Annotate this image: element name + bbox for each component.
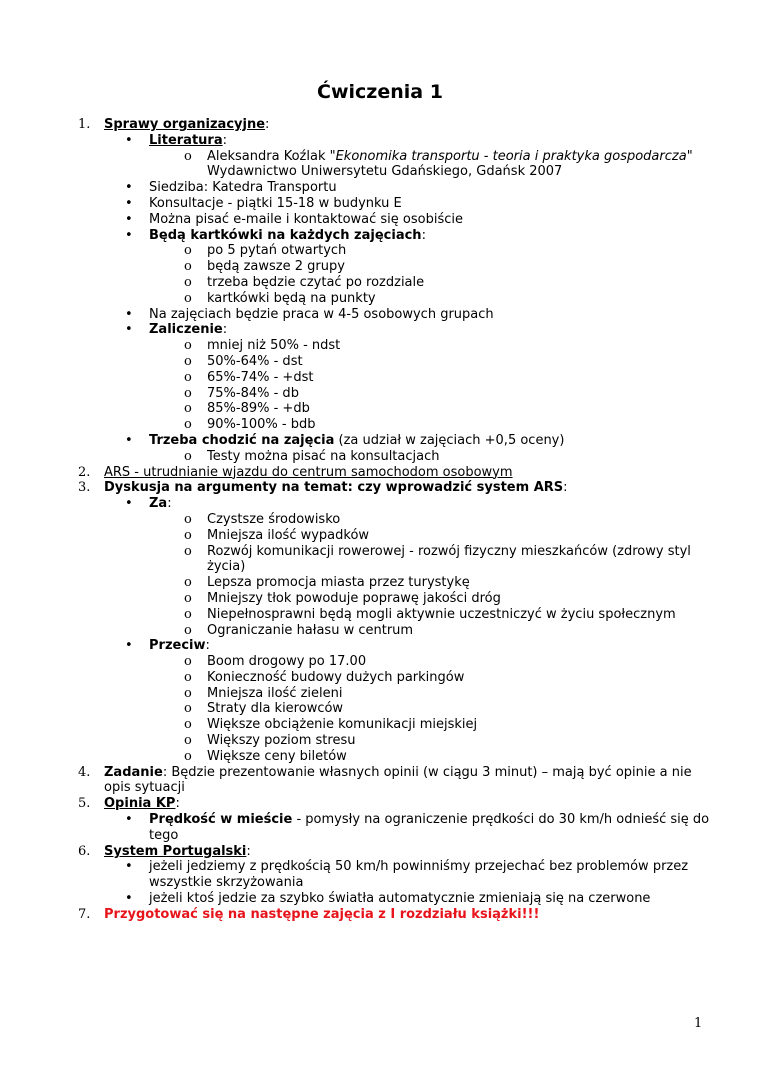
circle-bullet-icon: o — [184, 543, 192, 559]
bullet-icon: • — [125, 432, 133, 448]
circle-bullet-icon: o — [184, 353, 192, 369]
list-number: 7. — [78, 906, 91, 922]
list-item: o Większe ceny biletów — [184, 748, 347, 764]
list-item: o Testy można pisać na konsultacjach — [184, 448, 440, 464]
bullet-predkosc-wrap: tego — [149, 827, 179, 843]
list-number: 1. — [78, 117, 91, 132]
section-4-wrap: opis sytuacji — [104, 780, 185, 796]
list-item: o Straty dla kierowców — [184, 701, 344, 717]
circle-bullet-icon: o — [184, 338, 192, 354]
circle-bullet-icon: o — [184, 385, 192, 401]
list-item: o Większe obciążenie komunikacji miejskiej — [184, 717, 478, 733]
circle-bullet-icon: o — [184, 448, 192, 464]
list-item: o Mniejszy tłok powoduje poprawę jakości dróg — [184, 590, 501, 606]
heading-text: Sprawy organizacyjne — [104, 117, 266, 132]
section-2: 2. ARS - utrudnianie wjazdu do centrum samochodom osobowym — [78, 464, 513, 480]
circle-bullet-icon: o — [184, 622, 192, 638]
circle-bullet-icon: o — [184, 243, 192, 259]
bullet-kartkowki: • Będą kartkówki na każdych zajęciach: — [125, 227, 426, 243]
bullet-konsultacje: • Konsultacje - piątki 15-18 w budynku E — [125, 195, 402, 211]
circle-bullet-icon: o — [184, 259, 192, 275]
circle-bullet-icon: o — [184, 290, 192, 306]
list-number: 2. — [78, 464, 91, 480]
list-item: o Konieczność budowy dużych parkingów — [184, 669, 465, 685]
list-item: o 65%-74% - +dst — [184, 369, 314, 385]
bullet-zaliczenie: • Zaliczenie: — [125, 322, 228, 338]
circle-bullet-icon: o — [184, 669, 192, 685]
bullet-icon: • — [125, 322, 133, 338]
list-number: 6. — [78, 843, 91, 859]
circle-bullet-icon: o — [184, 527, 192, 543]
list-item: o 85%-89% - +db — [184, 401, 310, 417]
list-item: o Większy poziom stresu — [184, 733, 356, 749]
circle-bullet-icon: o — [184, 417, 192, 433]
bullet-icon: • — [125, 227, 133, 243]
circle-bullet-icon: o — [184, 748, 192, 764]
list-item-wrap: życia) — [207, 559, 246, 575]
bullet-siedziba: • Siedziba: Katedra Transportu — [125, 180, 337, 196]
circle-bullet-icon: o — [184, 701, 192, 717]
list-item: o Ograniczanie hałasu w centrum — [184, 622, 414, 638]
circle-bullet-icon: o — [184, 733, 192, 749]
bullet-portugalski-1-wrap: wszystkie skrzyżowania — [149, 875, 304, 891]
bullet-za: • Za: — [125, 496, 172, 512]
list-item: o będą zawsze 2 grupy — [184, 259, 345, 275]
bullet-icon: • — [125, 306, 133, 322]
bullet-predkosc: • Prędkość w mieście - pomysły na ograniczenie prędkości do 30 km/h odnieść się do — [125, 812, 710, 828]
bullet-icon: • — [125, 132, 133, 148]
bullet-literatura: • Literatura: — [125, 132, 227, 148]
list-item: o Rozwój komunikacji rowerowej - rozwój fizyczny mieszkańców (zdrowy styl — [184, 543, 691, 559]
circle-bullet-icon: o — [184, 606, 192, 622]
section-7: 7. Przygotować się na następne zajęcia z I rozdziału książki!!! — [78, 906, 540, 922]
bullet-przeciw: • Przeciw: — [125, 638, 210, 654]
circle-bullet-icon: o — [184, 148, 192, 164]
section-4: 4. Zadanie: Będzie prezentowanie własnych opinii (w ciągu 3 minut) – mają być opinie a nie — [78, 764, 692, 780]
list-item: o Niepełnosprawni będą mogli aktywnie uczestniczyć w życiu społecznym — [184, 606, 676, 622]
bullet-icon: • — [125, 180, 133, 196]
page-title: Ćwiczenia 1 — [317, 81, 443, 103]
list-item: o 90%-100% - bdb — [184, 417, 316, 433]
circle-bullet-icon: o — [184, 717, 192, 733]
circle-bullet-icon: o — [184, 511, 192, 527]
bullet-portugalski-1: • jeżeli jedziemy z prędkością 50 km/h powinniśmy przejechać bez problemów przez — [125, 859, 689, 875]
bullet-icon: • — [125, 891, 133, 907]
list-item: o Mniejsza ilość zieleni — [184, 685, 343, 701]
circle-bullet-icon: o — [184, 401, 192, 417]
circle-bullet-icon: o — [184, 369, 192, 385]
circle-bullet-icon: o — [184, 590, 192, 606]
bullet-icon: • — [125, 195, 133, 211]
section-3-heading: 3. Dyskusja na argumenty na temat: czy wprowadzić system ARS: — [78, 480, 568, 496]
bullet-icon: • — [125, 638, 133, 654]
list-item: o 75%-84% - db — [184, 385, 299, 401]
list-number: 3. — [78, 480, 91, 496]
list-item: o 50%-64% - dst — [184, 353, 303, 369]
list-item: o trzeba będzie czytać po rozdziale — [184, 274, 425, 290]
bullet-icon: • — [125, 496, 133, 512]
bullet-praca: • Na zajęciach będzie praca w 4-5 osobowych grupach — [125, 306, 494, 322]
bullet-portugalski-2: • jeżeli ktoś jedzie za szybko światła automatycznie zmieniają się na czerwone — [125, 891, 651, 907]
section-5-heading: 5. Opinia KP: — [78, 796, 180, 812]
bullet-icon: • — [125, 211, 133, 227]
circle-bullet-icon: o — [184, 274, 192, 290]
page-number: 1 — [694, 1016, 703, 1031]
list-item: o po 5 pytań otwartych — [184, 243, 347, 259]
list-number: 4. — [78, 764, 91, 780]
bullet-chodzic: • Trzeba chodzić na zajęcia (za udział w zajęciach +0,5 oceny) — [125, 432, 565, 448]
section-1-heading: 1. Sprawy organizacyjne: — [78, 117, 270, 132]
bullet-icon: • — [125, 812, 133, 828]
circle-bullet-icon: o — [184, 575, 192, 591]
literatura-publisher: Wydawnictwo Uniwersytetu Gdańskiego, Gdańsk 2007 — [207, 164, 563, 180]
list-item: o kartkówki będą na punkty — [184, 290, 376, 306]
circle-bullet-icon: o — [184, 654, 192, 670]
list-item: o Mniejsza ilość wypadków — [184, 527, 370, 543]
list-number: 5. — [78, 796, 91, 812]
document-body — [0, 117, 760, 923]
list-item: o Lepsza promocja miasta przez turystykę — [184, 575, 470, 591]
list-item: o mniej niż 50% - ndst — [184, 338, 341, 354]
bullet-icon: • — [125, 859, 133, 875]
literatura-item: o Aleksandra Koźlak "Ekonomika transportu - teoria i praktyka gospodarcza" — [184, 148, 693, 164]
section-6-heading: 6. System Portugalski: — [78, 843, 251, 859]
list-item: o Czystsze środowisko — [184, 511, 341, 527]
bullet-maile: • Można pisać e-maile i kontaktować się osobiście — [125, 211, 463, 227]
circle-bullet-icon: o — [184, 685, 192, 701]
list-item: o Boom drogowy po 17.00 — [184, 654, 367, 670]
